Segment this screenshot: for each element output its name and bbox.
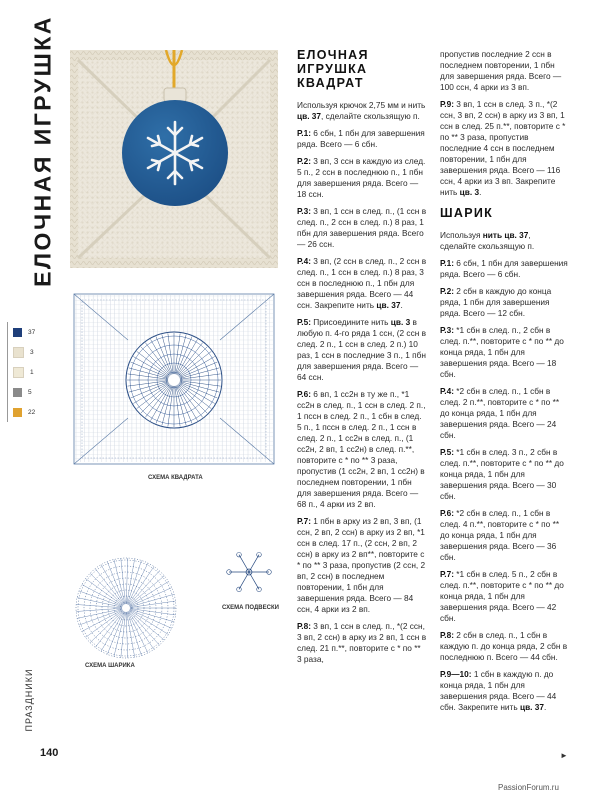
row-8-continuation: пропустив последние 2 ссн в последнем повторении, 1 пбн для завершения ряда. Всего — 100 ссн, 4 арки из 3 вп. (440, 49, 562, 92)
vertical-title: ЕЛОЧНАЯ ИГРУШКА (29, 15, 56, 287)
legend-item: 5 (13, 382, 52, 402)
instruction-row: Р.6: 6 вп, 1 сс2н в ту же п., *1 сс2н в след. п., 1 ссн в след. 2 п., 1 пссн в след. 2 п., 1 сбн в след. 5 п., 1 пссн в след. 2 п., 1 ссн в след. 2 п., 1 сс2н в след. п., (1 сс2н, 2 вп, 1 сс2н) в след. п.**, повторите с * по ** 3 раза, пропустив (1 сс2н, 2 вп, 1 сс2н) в последнем повторении, 1 пбн для завершения ряда. Всего — 68 п., 4 арки из 2 вп. (297, 389, 426, 509)
square-title: ЕЛОЧНАЯ ИГРУШКА КВАДРАТ (297, 48, 369, 90)
legend-item: 1 (13, 362, 52, 382)
instruction-row: Р.2: 2 сбн в каждую до конца ряда, 1 пбн для завершения ряда. Всего — 12 сбн. (440, 286, 552, 318)
column-2 (440, 49, 568, 719)
hanger-diagram-caption: СХЕМА ПОДВЕСКИ (222, 605, 279, 611)
ball-intro: Используя нить цв. 37, сделайте скользящую п. (440, 230, 535, 251)
instruction-row: Р.5: *1 сбн в след. 3 п., 2 сбн в след. п.**, повторите с * по ** до конца ряда, 1 пбн для завершения ряда. Всего — 30 сбн. (440, 447, 564, 501)
color-swatch (13, 347, 24, 358)
page-number: 140 (40, 747, 59, 759)
watermark: PassionForum.ru (498, 783, 559, 792)
continue-arrow-icon: ► (560, 751, 568, 760)
ornament-photo (70, 50, 278, 268)
instruction-row: Р.9: 3 вп, 1 ссн в след. 3 п., *(2 ссн, 3 вп, 2 ссн) в арку из 3 вп, 1 ссн в след. 25 п.**, повторите с * по ** 3 раза, пропустив последние 4 ссн в последнем повторении, 1 пбн для завершения ряда. Всего — 116 ссн, 4 арки из 3 вп. Закрепите нить цв. 3. (440, 99, 566, 197)
color-swatch (13, 388, 22, 397)
instruction-row: Р.7: 1 пбн в арку из 2 вп, 3 вп, (1 ссн, 2 вп, 2 ссн) в арку из 2 вп, *1 ссн в след. 17 п., (2 ссн, 2 вп, 2 ссн) в арку из 2 вп**, повторите с * по ** 3 раза, пропустив (2 ссн, 2 вп, 2 ссн) в последнем повторении, 1 пбн для завершения ряда. Всего — 84 ссн, 4 арки из 2 вп. (297, 516, 426, 614)
color-swatch (13, 328, 22, 337)
square-diagram-caption: СХЕМА КВАДРАТА (148, 475, 203, 481)
instruction-row: Р.2: 3 вп, 3 ссн в каждую из след. 5 п., 2 ссн в последнюю п., 1 пбн для завершения ряда. Всего — 18 ссн. (297, 156, 426, 199)
instruction-row: Р.7: *1 сбн в след. 5 п., 2 сбн в след. п.**, повторите с * по ** до конца ряда, 1 пбн для завершения ряда. Всего — 42 сбн. (440, 569, 564, 623)
section-label: ПРАЗДНИКИ (24, 668, 34, 732)
instruction-row: Р.1: 6 сбн, 1 пбн для завершения ряда. Всего — 6 сбн. (440, 258, 568, 279)
legend-item: 3 (13, 342, 52, 362)
instruction-row: Р.4: 3 вп, (2 ссн в след. п., 2 ссн в след. п., 1 ссн в след. п.) 8 раз, 3 ссн в последнюю п., 1 пбн для завершения ряда. Всего — 44 ссн. Закрепите нить цв. 37. (297, 256, 427, 310)
ball-title: ШАРИК (440, 206, 494, 220)
instruction-row: Р.8: 2 сбн в след. п., 1 сбн в каждую п. до конца ряда, 2 сбн в последнюю п. Всего — 44 сбн. (440, 630, 568, 662)
instruction-row: Р.4: *2 сбн в след. п., 1 сбн в след. 2 п.**, повторите с * по ** до конца ряда, 1 пбн для завершения ряда. Всего — 24 сбн. (440, 386, 560, 440)
instruction-row: Р.1: 6 сбн, 1 пбн для завершения ряда. Всего — 6 сбн. (297, 128, 425, 149)
instruction-row: Р.6: *2 сбн в след. п., 1 сбн в след. 4 п.**, повторите с * по ** до конца ряда, 1 пбн для завершения ряда. Всего — 36 сбн. (440, 508, 560, 562)
instruction-row: Р.5: Присоедините нить цв. 3 в любую п. 4-го ряда 1 ссн, (2 ссн в след. 2 п., 1 ссн в след. 2 п.) 10 раз, 1 ссн в последние 3 п., 1 пбн для завершения ряда. Всего — 64 ссн. (297, 317, 427, 382)
square-intro: Используя крючок 2,75 мм и нить цв. 37, сделайте скользящую п. (297, 100, 426, 121)
color-swatch (13, 367, 24, 378)
legend-item: 22 (13, 402, 52, 422)
column-1 (297, 48, 427, 671)
legend-item: 37 (13, 322, 52, 342)
ball-diagram-caption: СХЕМА ШАРИКА (85, 663, 135, 669)
instruction-row: Р.8: 3 вп, 1 ссн в след. п., *(2 ссн, 3 вп, 2 ссн) в арку из 2 вп, 1 ссн в след. 21 п.**, повторите с * по ** 3 раза, (297, 621, 427, 664)
color-swatch (13, 408, 22, 417)
instruction-row: Р.3: 3 вп, 1 ссн в след. п., (1 ссн в след. п., 2 ссн в след. п.) 8 раз, 1 пбн для завершения ряда. Всего — 26 ссн. (297, 206, 427, 249)
instruction-row: Р.9—10: 1 сбн в каждую п. до конца ряда, 1 пбн для завершения ряда. Всего — 44 сбн. Закрепите нить цв. 37. (440, 669, 557, 712)
instruction-row: Р.3: *1 сбн в след. п., 2 сбн в след. п.**, повторите с * по ** до конца ряда, 1 пбн для завершения ряда. Всего — 18 сбн. (440, 325, 564, 379)
color-legend (7, 322, 52, 422)
